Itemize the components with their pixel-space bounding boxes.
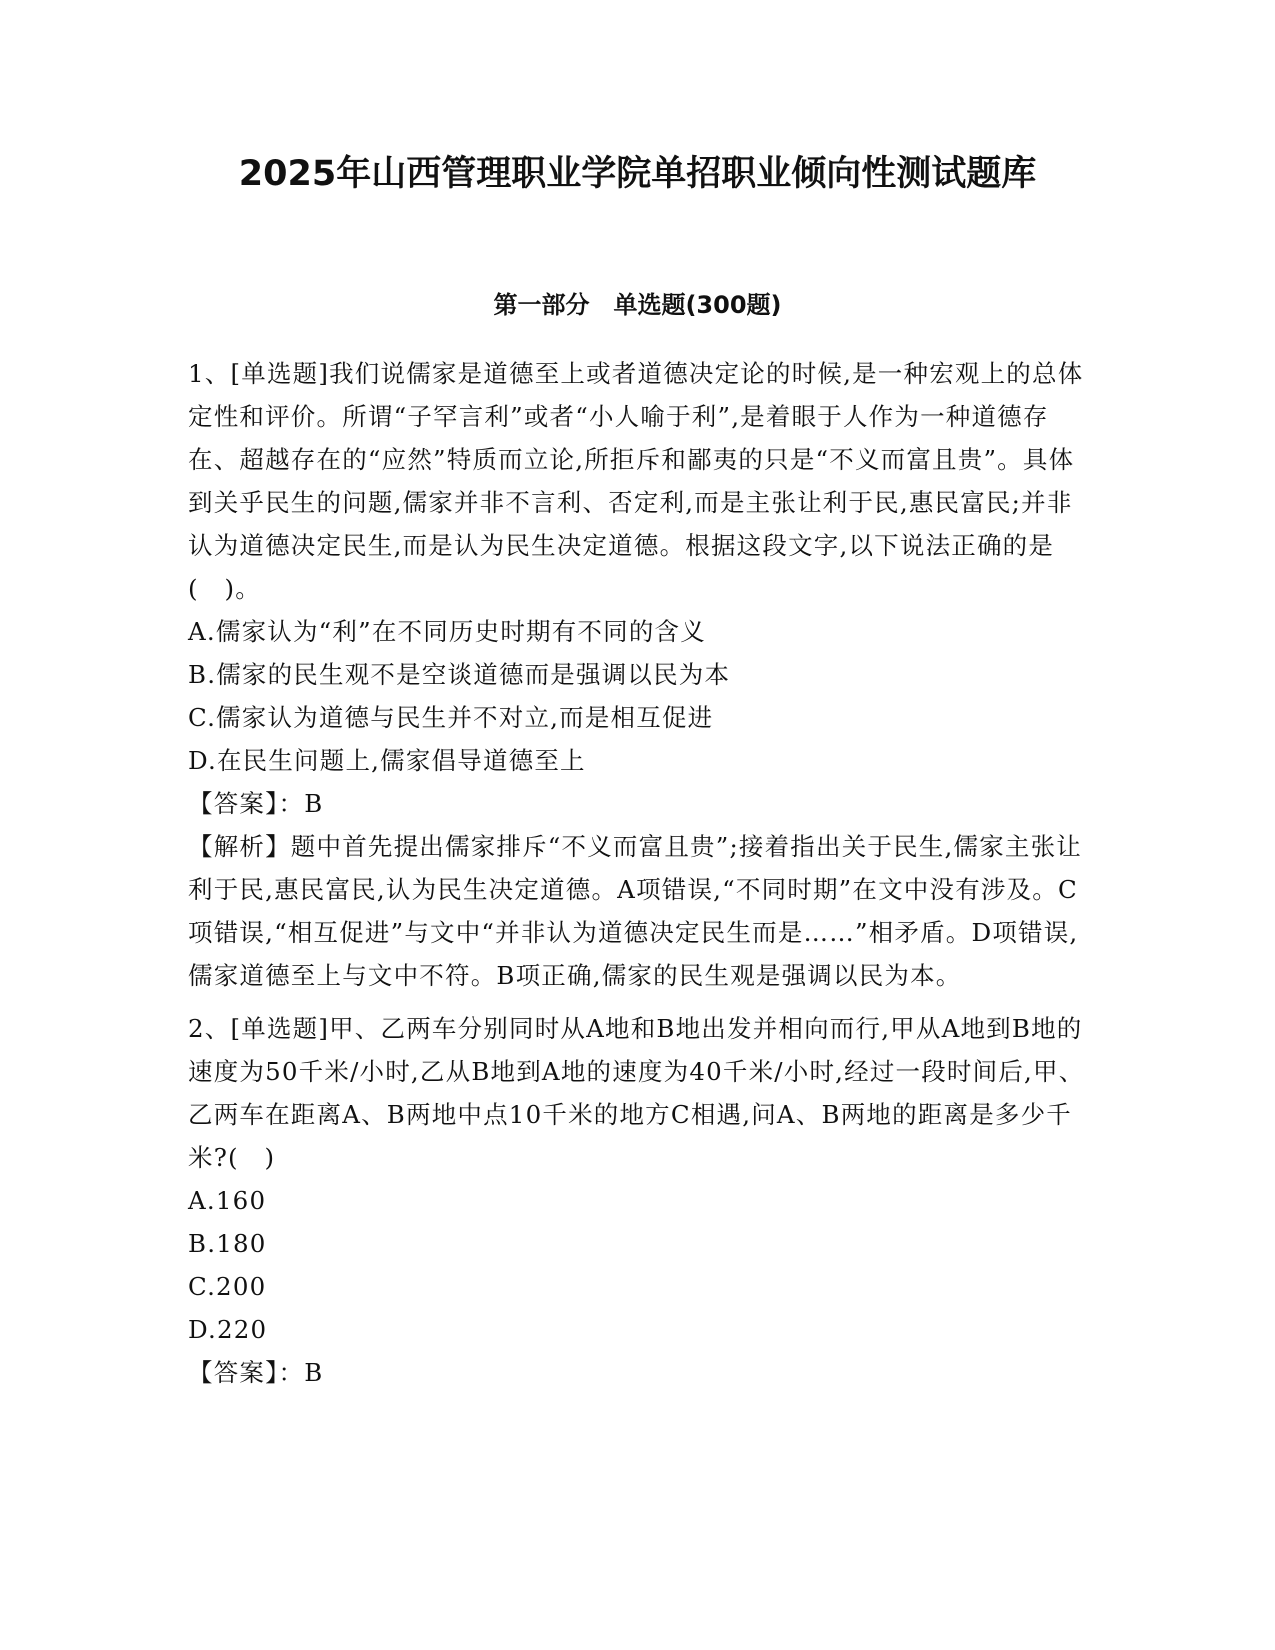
question-stem: 2、[单选题]甲、乙两车分别同时从A地和B地出发并相向而行,甲从A地到B地的速度为50千米/小时,乙从B地到A地的速度为40千米/小时,经过一段时间后,甲、乙两车在距离A、B两地中点10千米的地方C相遇,问A、B两地的距离是多少千米?( ) [188,1014,1085,1172]
option-c: C.200 [188,1272,267,1301]
section-title: 第一部分 单选题(300题) [493,291,782,319]
question-list [188,352,1090,1394]
option-d: D.220 [188,1315,268,1344]
option-a: A.儒家认为“利”在不同历史时期有不同的含义 [188,617,706,646]
option-b: B.儒家的民生观不是空谈道德而是强调以民为本 [188,660,731,689]
document-title: 2025年山西管理职业学院单招职业倾向性测试题库 [238,154,1037,194]
answer: 【答案】：B [188,1358,324,1387]
question-stem: 1、[单选题]我们说儒家是道德至上或者道德决定论的时候,是一种宏观上的总体定性和评价。所谓“子罕言利”或者“小人喻于利”,是着眼于人作为一种道德存在、超越存在的“应然”特质而立论,所拒斥和鄙夷的只是“不义而富且贵”。具体到关乎民生的问题,儒家并非不言利、否定利,而是主张让利于民,惠民富民;并非认为道德决定民生,而是认为民生决定道德。根据这段文字,以下说法正确的是( )。 [188,359,1084,603]
answer: 【答案】：B [188,789,324,818]
analysis: 【解析】题中首先提出儒家排斥“不义而富且贵”;接着指出关于民生,儒家主张让利于民,惠民富民,认为民生决定道德。A项错误,“不同时期”在文中没有涉及。C项错误,“相互促进”与文中“并非认为道德决定民生而是……”相矛盾。D项错误,儒家道德至上与文中不符。B项正确,儒家的民生观是强调以民为本。 [188,832,1082,990]
option-b: B.180 [188,1229,267,1258]
option-c: C.儒家认为道德与民生并不对立,而是相互促进 [188,703,714,732]
option-d: D.在民生问题上,儒家倡导道德至上 [188,746,586,775]
option-a: A.160 [188,1186,267,1215]
question-2 [188,1007,1090,1394]
question-1 [188,352,1090,997]
